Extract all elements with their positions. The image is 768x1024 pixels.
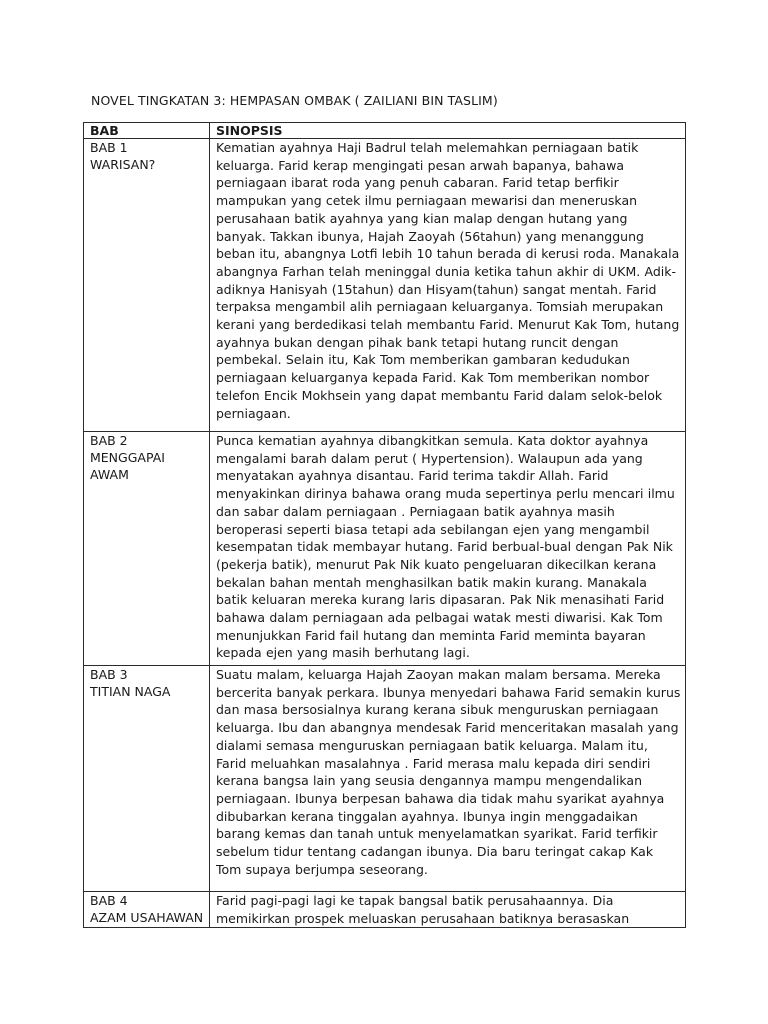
synopsis-table (83, 122, 686, 928)
bab-number: BAB 2 (90, 433, 128, 448)
table-row (84, 666, 686, 892)
document-title: NOVEL TINGKATAN 3: HEMPASAN OMBAK ( ZAILIANI BIN TASLIM) (91, 93, 498, 108)
table-header-row (84, 123, 686, 139)
table-row (84, 432, 686, 666)
bab-cell (84, 432, 210, 666)
bab-cell (84, 666, 210, 892)
table-row (84, 139, 686, 432)
bab-number: BAB 1 (90, 140, 128, 155)
bab-title: AZAM USAHAWAN (90, 910, 204, 925)
table-row (84, 892, 686, 928)
bab-cell (84, 892, 210, 928)
bab-number: BAB 4 (90, 893, 128, 908)
sinopsis-cell: Punca kematian ayahnya dibangkitkan semula. Kata doktor ayahnya mengalami barah dalam perut ( Hypertension). Walaupun ada yang menyatakan ayahnya disantau. Farid terima takdir Allah. Farid menyakinkan dirinya bahawa orang muda sepertinya perlu mencari ilmu dan sabar dalam perniagaan . Perniagaan batik ayahnya masih beroperasi seperti biasa tetapi ada sebilangan ejen yang mengambil kesempatan tidak membayar hutang. Farid berbual-bual dengan Pak Nik (pekerja batik), menurut Pak Nik kuato pengeluaran dikecilkan kerana bekalan bahan mentah menghasilkan batik makin kurang. Manakala batik keluaran mereka kurang laris dipasaran. Pak Nik menasihati Farid bahawa dalam perniagaan ada pelbagai watak mesti diwarisi. Kak Tom menunjukkan Farid fail hutang dan meminta Farid meminta bayaran kepada ejen yang masih berhutang lagi. (210, 432, 686, 666)
bab-number: BAB 3 (90, 667, 128, 682)
header-bab: BAB (84, 123, 210, 139)
sinopsis-cell: Kematian ayahnya Haji Badrul telah melemahkan perniagaan batik keluarga. Farid kerap mengingati pesan arwah bapanya, bahawa perniagaan ibarat roda yang penuh cabaran. Farid tetap berfikir mampukan yang cetek ilmu perniagaan mewarisi dan meneruskan perusahaan batik ayahnya yang kian malap dengan hutang yang banyak. Takkan ibunya, Hajah Zaoyah (56tahun) yang menanggung beban itu, abangnya Lotfi lebih 10 tahun berada di kerusi roda. Manakala abangnya Farhan telah meninggal dunia ketika tahun akhir di UKM. Adik-adiknya Hanisyah (15tahun) dan Hisyam(tahun) sangat mentah. Farid terpaksa mengambil alih perniagaan keluarganya. Tomsiah merupakan kerani yang berdedikasi telah membantu Farid. Menurut Kak Tom, hutang ayahnya bukan dengan pihak bank tetapi hutang runcit dengan pembekal. Selain itu, Kak Tom memberikan gambaran kedudukan perniagaan keluarganya kepada Farid. Kak Tom memberikan nombor telefon Encik Mokhsein yang dapat membantu Farid dalam selok-belok perniagaan. (210, 139, 686, 432)
bab-title: MENGGAPAI AWAM (90, 450, 165, 482)
header-sinopsis: SINOPSIS (210, 123, 686, 139)
bab-title: TITIAN NAGA (90, 684, 171, 699)
bab-cell (84, 139, 210, 432)
sinopsis-cell: Suatu malam, keluarga Hajah Zaoyan makan malam bersama. Mereka bercerita banyak perkara. Ibunya menyedari bahawa Farid semakin kurus dan masa bersosialnya kurang kerana sibuk menguruskan perniagaan keluarga. Ibu dan abangnya mendesak Farid menceritakan masalah yang dialami semasa menguruskan perniagaan batik keluarga. Malam itu, Farid meluahkan masalahnya . Farid merasa malu kepada diri sendiri kerana bangsa lain yang seusia dengannya mampu mengendalikan perniagaan. Ibunya berpesan bahawa dia tidak mahu syarikat ayahnya dibubarkan kerana tinggalan ayahnya. Ibunya ingin menggadaikan barang kemas dan tanah untuk menyelamatkan syarikat. Farid terfikir sebelum tidur tentang cadangan ibunya. Dia baru teringat cakap Kak Tom supaya berjumpa seseorang. (210, 666, 686, 892)
bab-title: WARISAN? (90, 157, 156, 172)
sinopsis-cell (210, 892, 686, 928)
sinopsis-text: Farid pagi-pagi lagi ke tapak bangsal batik perusahaannya. Dia memikirkan prospek meluaskan perusahaan batiknya berasaskan (216, 893, 630, 926)
